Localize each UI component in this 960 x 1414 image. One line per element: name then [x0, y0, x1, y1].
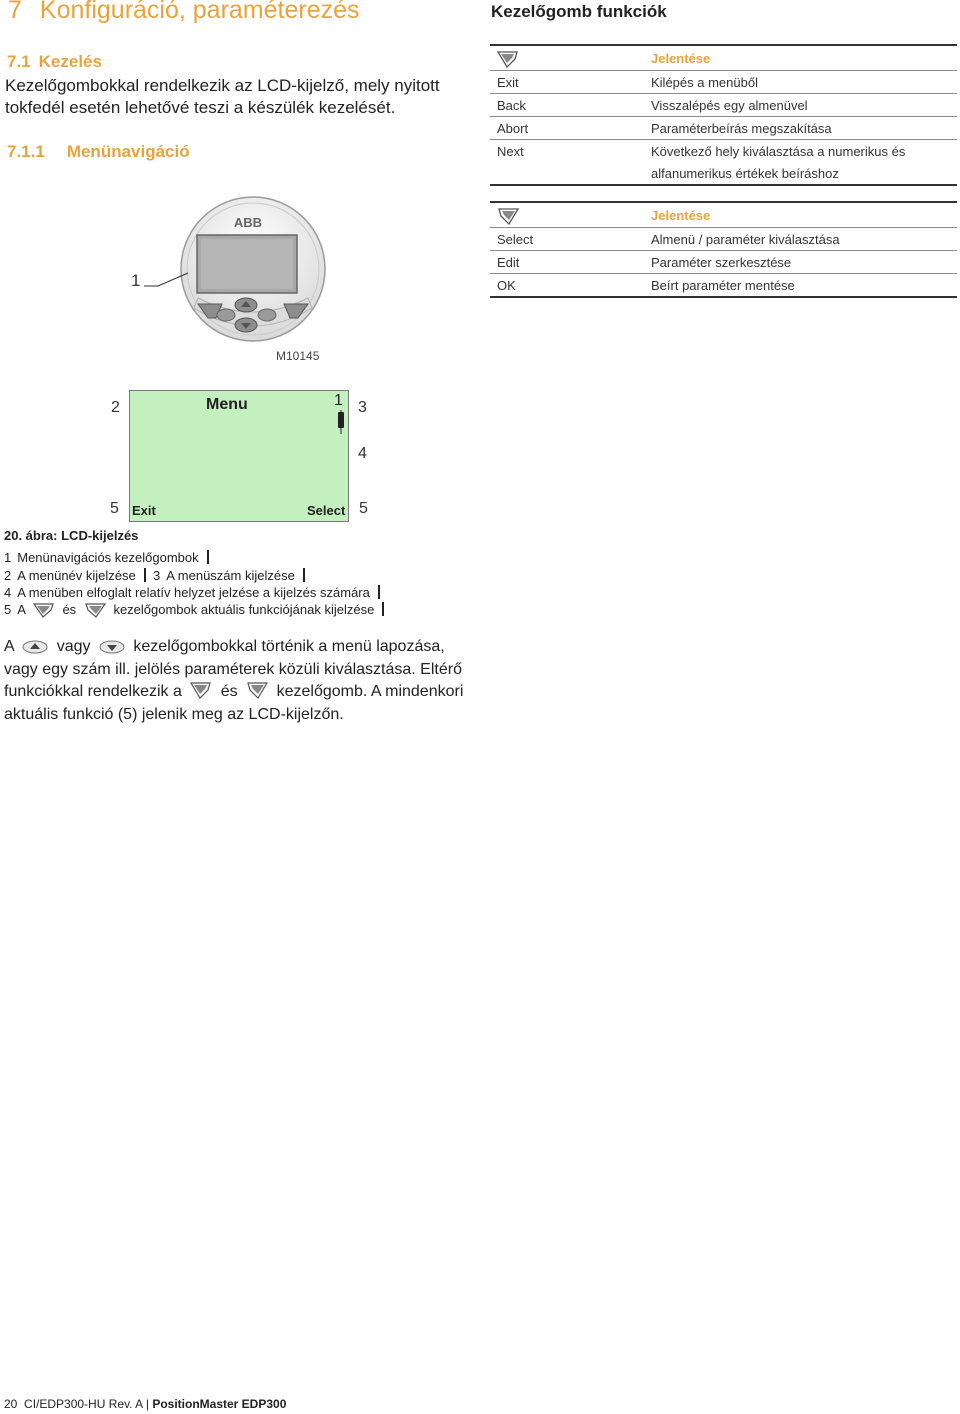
legend-item-1: 1 Menünavigációs kezelőgombok: [4, 550, 209, 565]
left-softkey-icon: [33, 602, 55, 618]
callout-5-right: 5: [359, 500, 368, 517]
legend-item-4: 4 A menüben elfoglalt relatív helyzet jelzése a kijelzés számára: [4, 585, 380, 600]
navigation-paragraph: A vagy kezelőgombokkal történik a menü lapozása, vagy egy szám ill. jelölés paraméterek közüli kiválasztása. Eltérő funkciókkal rendelkezik a és kezelőgomb. A mindenkori aktuális funkció (5) jelenik meg az LCD-kijelzőn.: [4, 638, 464, 723]
lcd-scroll-indicator: [337, 410, 345, 434]
up-key-icon: [22, 640, 48, 654]
table-row: OK Beírt paraméter mentése: [490, 274, 957, 298]
table-row: Next Következő hely kiválasztása a numerikus és: [497, 143, 906, 159]
right-key-meaning-header: Jelentése: [651, 202, 957, 228]
callout-2: 2: [111, 399, 120, 416]
section-7-1-text: Kezelőgombokkal rendelkezik az LCD-kijelző, mely nyitott tokfedél esetén lehetővé teszi a készülék kezelését.: [5, 76, 440, 117]
callout-5-left: 5: [110, 500, 119, 517]
callout-4: 4: [358, 445, 367, 462]
callout-3: 3: [358, 399, 367, 416]
figure-caption: 20. ábra: LCD-kijelzés: [4, 528, 139, 543]
right-softkey-icon: [246, 681, 268, 699]
table-row: Abort Paraméterbeírás megszakítása: [490, 117, 957, 140]
lcd-left-softkey-label: Exit: [132, 503, 156, 518]
legend-item-5: 5 A és kezelőgombok aktuális funkciójának kijelzése: [4, 602, 384, 618]
right-softkey-icon: [84, 602, 106, 618]
table-row: Edit Paraméter szerkesztése: [490, 251, 957, 274]
table-row: Exit Kilépés a menüből: [490, 71, 957, 94]
legend-item-2-3: 2 A menünév kijelzése 3 A menüszám kijelzése: [4, 568, 305, 583]
left-key-table: [490, 44, 957, 186]
left-key-meaning-header: Jelentése: [651, 45, 957, 71]
abb-logo: ABB: [233, 215, 263, 230]
lcd-menu-name: Menu: [206, 396, 248, 413]
callout-1: 1: [131, 271, 141, 290]
page-footer: 20 CI/EDP300-HU Rev. A | PositionMaster EDP300: [4, 1397, 287, 1411]
section-heading-7-1: 7.1 Kezelés: [7, 52, 102, 71]
lcd-menu-number: 1: [334, 392, 343, 409]
right-softkey-icon: [490, 202, 651, 228]
right-key-table: [490, 201, 957, 298]
table-row: Select Almenü / paraméter kiválasztása: [490, 228, 957, 251]
device-display-illustration: [178, 194, 328, 344]
left-softkey-icon: [490, 45, 651, 71]
key-functions-title: Kezelőgomb funkciók: [491, 2, 667, 21]
table-row: Back Visszalépés egy almenüvel: [490, 94, 957, 117]
lcd-right-softkey-label: Select: [307, 503, 346, 518]
table-row: alfanumerikus értékek beíráshoz: [490, 162, 957, 185]
figure-code: M10145: [276, 349, 320, 363]
callout-1-leader-line: [142, 270, 192, 290]
down-key-icon: [99, 640, 125, 654]
left-softkey-icon: [190, 681, 212, 699]
section-heading-7-1-1: 7.1.1 Menünavigáció: [7, 142, 190, 161]
chapter-title: 7 Konfiguráció, paraméterezés: [8, 0, 360, 24]
